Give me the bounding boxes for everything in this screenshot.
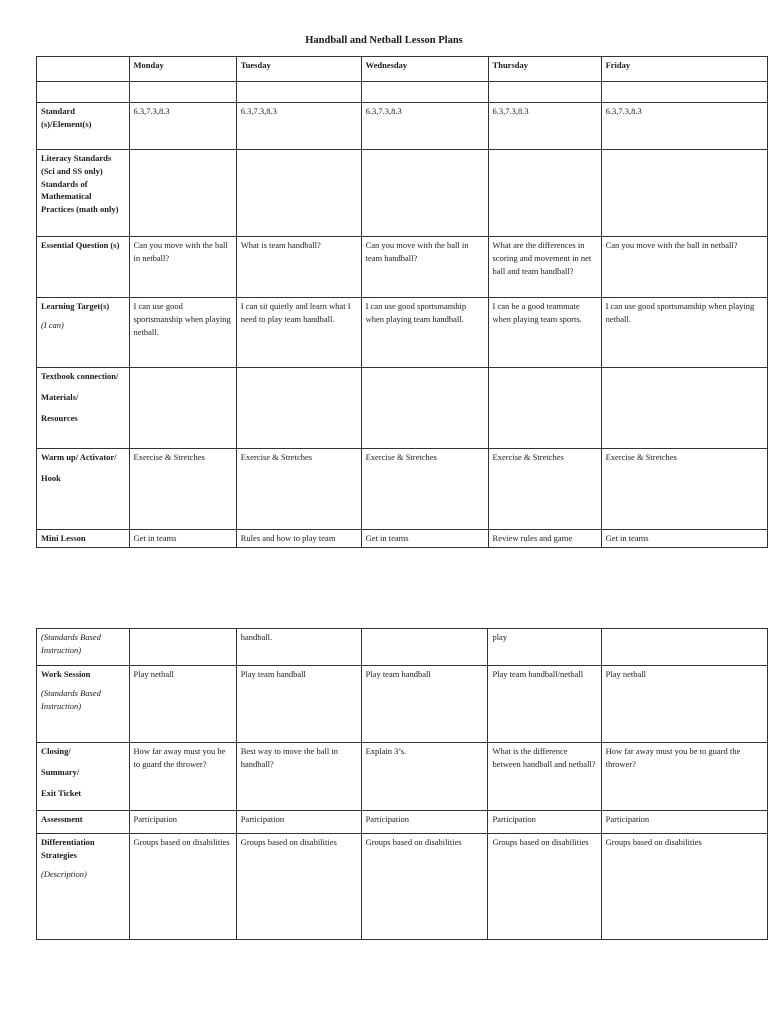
assessment-cell-wednesday: Participation [361,811,488,834]
standard-cell-wednesday: 6.3,7.3,8.3 [361,103,488,150]
learning-target-sublabel: (I can) [41,319,64,330]
differentiation-sublabel: (Description) [41,868,87,879]
row-label-literacy: Literacy Standards (Sci and SS only) Standards of Mathematical Practices (math only) [37,150,130,237]
mini-cont-cell-tuesday: handball. [236,629,361,666]
textbook-cell-thursday [488,368,601,449]
row-label-warmup [37,449,130,530]
corner-cell [37,57,130,82]
literacy-cell-monday [129,150,236,237]
page-title: Handball and Netball Lesson Plans [305,35,463,46]
warmup-cell-tuesday: Exercise & Stretches [236,449,361,530]
materials-label: Materials/ [41,391,79,402]
assessment-cell-friday: Participation [601,811,767,834]
mini-lesson-row [37,530,768,548]
literacy-cell-tuesday [236,150,361,237]
essential-cell-monday: Can you move with the ball in netball? [129,237,236,298]
closing-cell-tuesday: Best way to move the ball in handball? [236,743,361,811]
differentiation-row [37,834,768,940]
resources-label: Resources [41,412,78,423]
textbook-cell-tuesday [236,368,361,449]
target-cell-friday: I can use good sportsmanship when playing netball. [601,298,767,368]
mini-cell-monday: Get in teams [129,530,236,548]
hook-label: Hook [41,472,61,483]
mini-cont-cell-thursday: play [488,629,601,666]
day-header-friday: Friday [601,57,767,82]
learning-target-label: Learning Target(s) [41,301,110,311]
mini-cont-cell-friday [601,629,767,666]
closing-cell-wednesday: Explain 3’s. [361,743,488,811]
essential-question-row [37,237,768,298]
assessment-cell-thursday: Participation [488,811,601,834]
assessment-cell-tuesday: Participation [236,811,361,834]
work-session-sublabel: (Standards Based Instruction) [41,687,101,711]
diff-cell-friday: Groups based on disabilities [601,834,767,940]
summary-label: Summary/ [41,766,80,777]
row-label-differentiation [37,834,130,940]
mini-cell-thursday: Review rules and game [488,530,601,548]
mini-cell-friday: Get in teams [601,530,767,548]
standard-cell-monday: 6.3,7.3,8.3 [129,103,236,150]
textbook-cell-friday [601,368,767,449]
diff-cell-tuesday: Groups based on disabilities [236,834,361,940]
diff-cell-thursday: Groups based on disabilities [488,834,601,940]
warmup-cell-monday: Exercise & Stretches [129,449,236,530]
closing-cell-friday: How far away must you be to guard the thrower? [601,743,767,811]
standard-cell-friday: 6.3,7.3,8.3 [601,103,767,150]
literacy-cell-friday [601,150,767,237]
closing-cell-monday: How far away must you be to guard the thrower? [129,743,236,811]
target-cell-tuesday: I can sit quietly and learn what I need to play team handball. [236,298,361,368]
textbook-row [37,368,768,449]
diff-cell-wednesday: Groups based on disabilities [361,834,488,940]
day-header-tuesday: Tuesday [236,57,361,82]
diff-cell-monday: Groups based on disabilities [129,834,236,940]
literacy-row [37,150,768,237]
work-cell-tuesday: Play team handball [236,666,361,743]
essential-cell-wednesday: Can you move with the ball in team handball? [361,237,488,298]
closing-cell-thursday: What is the difference between handball and netball? [488,743,601,811]
row-label-standards-based [37,629,130,666]
warmup-cell-thursday: Exercise & Stretches [488,449,601,530]
mini-lesson-continued-row [37,629,768,666]
row-label-mini-lesson: Mini Lesson [37,530,130,548]
textbook-cell-wednesday [361,368,488,449]
assessment-row [37,811,768,834]
essential-cell-friday: Can you move with the ball in netball? [601,237,767,298]
standard-cell-thursday: 6.3,7.3,8.3 [488,103,601,150]
standards-based-sublabel: (Standards Based Instruction) [41,632,101,655]
mini-cont-cell-monday [129,629,236,666]
closing-label: Closing/ [41,746,71,756]
lesson-plan-table-page-1 [36,56,768,548]
warmup-label: Warm up/ Activator/ [41,452,117,462]
assessment-cell-monday: Participation [129,811,236,834]
standard-row [37,103,768,150]
target-cell-wednesday: I can use good sportsmanship when playing team handball. [361,298,488,368]
warmup-cell-friday: Exercise & Stretches [601,449,767,530]
lesson-plan-table-page-2 [36,628,768,940]
row-label-learning-target [37,298,130,368]
work-cell-friday: Play netball [601,666,767,743]
standard-cell-tuesday: 6.3,7.3,8.3 [236,103,361,150]
work-session-label: Work Session [41,669,91,679]
literacy-cell-wednesday [361,150,488,237]
warmup-cell-wednesday: Exercise & Stretches [361,449,488,530]
work-cell-thursday: Play team handball/netball [488,666,601,743]
textbook-label: Textbook connection/ [41,371,119,381]
literacy-cell-thursday [488,150,601,237]
textbook-cell-monday [129,368,236,449]
row-label-assessment: Assessment [37,811,130,834]
warmup-row [37,449,768,530]
work-cell-monday: Play netball [129,666,236,743]
target-cell-thursday: I can be a good teammate when playing team sports. [488,298,601,368]
row-label-essential-question: Essential Question (s) [37,237,130,298]
work-session-row [37,666,768,743]
day-header-wednesday: Wednesday [361,57,488,82]
essential-cell-tuesday: What is team handball? [236,237,361,298]
work-cell-wednesday: Play team handball [361,666,488,743]
row-label-work-session [37,666,130,743]
mini-cell-tuesday: Rules and how to play team [236,530,361,548]
learning-target-row [37,298,768,368]
header-row [37,57,768,82]
row-label-standard: Standard (s)/Element(s) [37,103,130,150]
row-label-textbook [37,368,130,449]
target-cell-monday: I can use good sportsmanship when playing netball. [129,298,236,368]
exit-ticket-label: Exit Ticket [41,787,82,798]
closing-row [37,743,768,811]
mini-cell-wednesday: Get in teams [361,530,488,548]
day-header-monday: Monday [129,57,236,82]
day-header-thursday: Thursday [488,57,601,82]
blank-row [37,82,768,103]
row-label-closing [37,743,130,811]
essential-cell-thursday: What are the differences in scoring and movement in net ball and team handball? [488,237,601,298]
mini-cont-cell-wednesday [361,629,488,666]
differentiation-label: Differentiation Strategies [41,837,95,860]
